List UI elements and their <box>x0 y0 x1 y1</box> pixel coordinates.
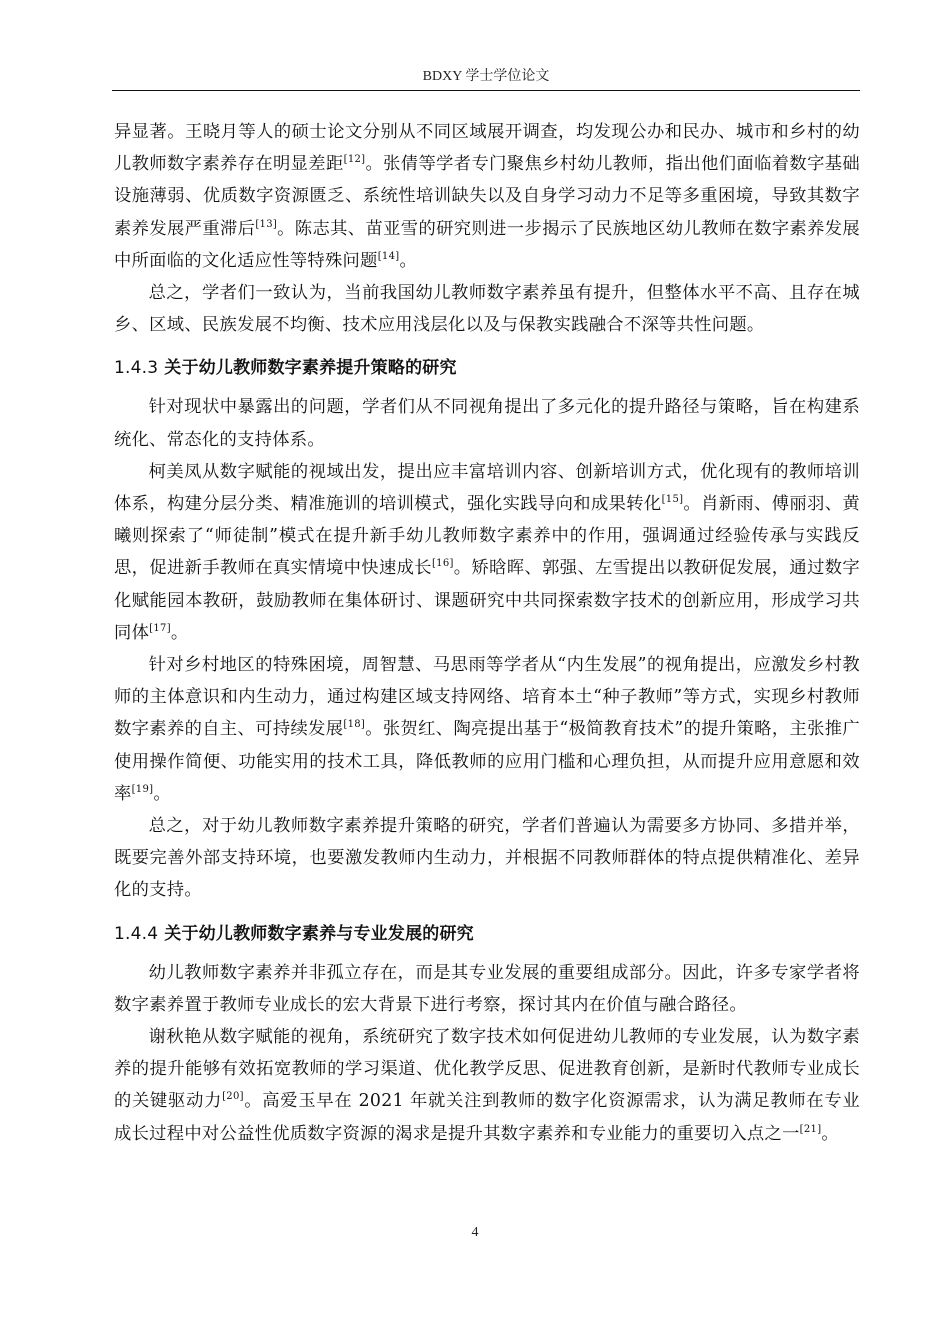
page-body <box>114 116 860 1150</box>
paragraph-continuation <box>114 116 860 277</box>
text-run: 。张倩等学者专门聚焦乡村幼儿教师，指出他们面临着数字基础设施薄弱、优质数字资源匮乏、系统性培训缺失以及自身学习动力不足等多重困境，导致其数字素养发展严重滞后 <box>114 154 861 239</box>
text-run: 。 <box>399 250 418 271</box>
citation-13[interactable]: [13] <box>255 218 278 230</box>
section-heading-1-4-4 <box>114 923 860 945</box>
citation-18[interactable]: [18] <box>343 719 366 731</box>
text-run: 。张贺红、陶亮提出基于“极简教育技术”的提升策略，主张推广使用操作简便、功能实用的技术工具，降低教师的应用门槛和心理负担，从而提升应用意愿和效率 <box>114 719 860 804</box>
page-number: 4 <box>471 1225 479 1240</box>
paragraph-summary-status: 总之，学者们一致认为，当前我国幼儿教师数字素养虽有提升，但整体水平不高、且存在城乡、区域、民族发展不均衡、技术应用浅层化以及与保教实践融合不深等共性问题。 <box>114 283 860 336</box>
text-run: 柯美凤从数字赋能的视域出发，提出应丰富培训内容、创新培训方式，优化现有的教师培训体系，构建分层分类、精准施训的培训模式，强化实践导向和成果转化 <box>114 461 860 515</box>
text-run: 。高爱玉早在 2021 年就关注到教师的数字化资源需求，认为满足教师在专业成长过程中对公益性优质数字资源的渴求是提升其数字素养和专业能力的重要切入点之一 <box>114 1091 860 1144</box>
text-run: 针对乡村地区的特殊困境，周智慧、马思雨等学者从“内生发展”的视角提出，应激发乡村教师的主体意识和内生动力，通过构建区域支持网络、培育本土“种子教师”等方式，实现乡村教师数字素养的自主、可持续发展 <box>114 655 860 740</box>
paragraph-professional-growth <box>114 1021 860 1150</box>
section-number: 1.4.3 <box>114 358 159 379</box>
paragraph-strategy-intro: 针对现状中暴露出的问题，学者们从不同视角提出了多元化的提升路径与策略，旨在构建系统化、常态化的支持体系。 <box>114 397 860 450</box>
section-number: 1.4.4 <box>114 923 159 944</box>
citation-21[interactable]: [21] <box>799 1123 822 1135</box>
citation-16[interactable]: [16] <box>431 558 454 570</box>
paragraph-professional-intro: 幼儿教师数字素养并非孤立存在，而是其专业发展的重要组成部分。因此，许多专家学者将数字素养置于教师专业成长的宏大背景下进行考察，探讨其内在价值与融合路径。 <box>114 962 860 1015</box>
text-run: 。陈志其、苗亚雪的研究则进一步揭示了民族地区幼儿教师在数字素养发展中所面临的文化适应性等特殊问题 <box>114 218 860 271</box>
paragraph-strategy-rural <box>114 649 860 810</box>
header-rule <box>112 90 860 91</box>
citation-14[interactable]: [14] <box>377 250 400 262</box>
paragraph-strategy-training <box>114 456 860 649</box>
text-run: 。 <box>821 1123 839 1144</box>
citation-12[interactable]: [12] <box>343 154 366 166</box>
section-title: 关于幼儿教师数字素养与专业发展的研究 <box>164 923 474 944</box>
citation-20[interactable]: [20] <box>222 1091 244 1103</box>
section-heading-1-4-3 <box>114 357 860 379</box>
text-run: 。肖新雨、傅丽羽、黄曦则探索了“师徒制”模式在提升新手幼儿教师数字素养中的作用，强调通过经验传承与实践反思，促进新手教师在真实情境中快速成长 <box>114 494 860 579</box>
citation-17[interactable]: [17] <box>149 622 171 634</box>
citation-15[interactable]: [15] <box>661 494 684 506</box>
text-run: 。矫晗晖、郭强、左雪提出以教研促发展，通过数字化赋能园本教研，鼓励教师在集体研讨、课题研究中共同探索数字技术的创新应用，形成学习共同体 <box>114 558 860 643</box>
section-title: 关于幼儿教师数字素养提升策略的研究 <box>164 358 457 379</box>
text-run: 。 <box>170 622 189 643</box>
text-run: 。 <box>153 783 171 804</box>
citation-19[interactable]: [19] <box>131 783 154 795</box>
text-run: 异显著。王晓月等人的硕士论文分别从不同区域展开调查，均发现公办和民办、城市和乡村的幼儿教师数字素养存在明显差距 <box>114 122 860 175</box>
paragraph-summary-strategy: 总之，对于幼儿教师数字素养提升策略的研究，学者们普遍认为需要多方协同、多措并举，既要完善外部支持环境，也要激发教师内生动力，并根据不同教师群体的特点提供精准化、差异化的支持。 <box>114 816 860 901</box>
text-run: 谢秋艳从数字赋能的视角，系统研究了数字技术如何促进幼儿教师的专业发展，认为数字素养的提升能够有效拓宽教师的学习渠道、优化教学反思、促进教育创新，是新时代教师专业成长的关键驱动力 <box>114 1027 860 1112</box>
running-header: BDXY 学士学位论文 <box>422 69 550 84</box>
